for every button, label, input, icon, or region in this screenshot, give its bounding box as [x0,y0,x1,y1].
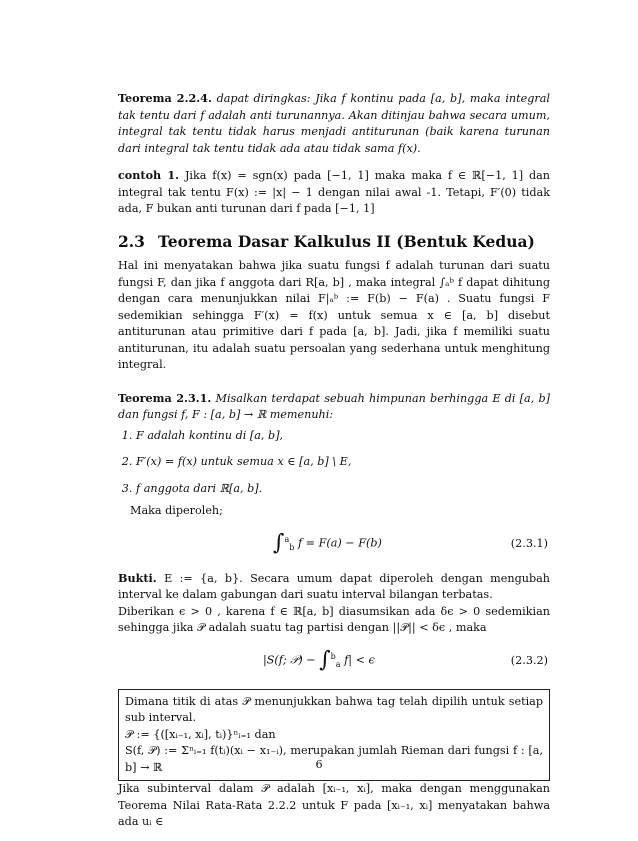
theorem-2-2-4 [118,90,550,157]
page-content [118,90,550,841]
theorem-text: Misalkan terdapat sebuah himpunan berhingga E di [a, b] dan fungsi f, F : [a, b] → ℝ memenuhi: [118,391,550,421]
box-line: 𝒫 := {([xᵢ₋₁, xᵢ], tᵢ)}ⁿᵢ₌₁ dan [125,727,276,741]
condition-item: 1. F adalah kontinu di [a, b], [136,428,550,445]
theorem-text: dapat diringkas: Jika f kontinu pada [a, b], maka integral tak tentu dari f adalah anti turunannya. Akan ditinjau bahwa secara umum, integral tak tentu tidak harus menjadi antiturunan (baik karena turunan dari integral tak tentu tidak ada atau tidak sama f(x). [118,92,551,155]
proof-label: Bukti. [118,570,157,585]
proof-text-1: E := {a, b}. Secara umum dapat diperoleh dengan mengubah interval ke dalam gabungan dari suatu interval bilangan terbatas. [118,571,551,601]
theorem-label: Teorema 2.3.1. [118,390,212,405]
integral-sign: ∫ [273,529,285,555]
section-heading [118,231,550,251]
upper-limit: b [330,651,336,661]
equation-expression: f = F(a) − F(b) [297,536,382,550]
example-text: Jika f(x) = sgn(x) pada [−1, 1] maka maka f ∈ ℝ[−1, 1] dan integral tak tentu F(x) := |x| − 1 dengan nilai awal -1. Tetapi, F′(0) tidak ada, F bukan anti turunan dari f pada [−1, 1] [118,169,551,215]
example-1 [118,167,550,218]
theorem-conclusion: Maka diperoleh; [130,504,223,517]
section-number: 2.3 [118,231,145,251]
lower-limit: a [335,659,341,669]
proof-text-2: Diberikan ϵ > 0 , karena f ∈ ℝ[a, b] diasumsikan ada δϵ > 0 sedemikian sehingga jika 𝒫 adalah suatu tag partisi dengan ||𝒫|| < δϵ , maka [118,604,550,634]
section-intro: Hal ini menyatakan bahwa jika suatu fungsi f adalah turunan dari suatu fungsi F, dan jika f anggota dari R[a, b] , maka integral ∫ₐᵇ f dapat dihitung dengan cara menunjukkan nilai F|ₐᵇ := F(b) − F(a) . Suatu fungsi F sedemikian sehingga F′(x) = f(x) untuk semua x ∈ [a, b] disebut antiturunan atau primitive dari f pada [a, b]. Jadi, jika f memiliki suatu antiturunan, itu adalah suatu persoalan yang sederhana untuk menghitung integral. [118,259,550,371]
equation-2-3-1 [118,524,550,564]
equation-body [263,646,375,673]
box-line: S(f, 𝒫) := Σⁿᵢ₌₁ f(tᵢ)(xᵢ − x₁₋ᵢ), merupakan jumlah Rieman dari fungsi f : [a, b] → ℝ [125,744,543,774]
lower-limit: b [289,542,295,552]
condition-item: 3. f anggota dari ℝ[a, b]. [136,481,550,498]
upper-limit: a [284,534,290,544]
condition-item: 2. F′(x) = f(x) untuk semua x ∈ [a, b] \ E, [136,454,550,471]
equation-right: f| < ϵ [344,653,375,667]
equation-label: (2.3.1) [510,536,548,550]
theorem-conditions [118,428,550,498]
example-label: contoh 1. [118,168,180,182]
integral-sign: ∫ [319,646,331,672]
equation-label: (2.3.2) [510,653,548,667]
equation-left: |S(f; 𝒫) − [263,653,316,667]
closing-paragraph: Jika subinterval dalam 𝒫 adalah [xᵢ₋₁, xᵢ], maka dengan menggunakan Teorema Nilai Rata-Rata 2.2.2 untuk F pada [xᵢ₋₁, xᵢ] menyatakan bahwa ada uᵢ ∈ [118,782,550,828]
box-line: Dimana titik di atas 𝒫 menunjukkan bahwa tag telah dipilih untuk setiap sub interval. [125,694,543,724]
equation-body [273,529,382,556]
theorem-label: Teorema 2.2.4. [118,91,212,105]
page-number: 6 [315,758,323,771]
equation-2-3-2 [118,641,550,681]
proof [118,570,550,604]
theorem-2-3-1 [118,390,550,424]
section-title: Teorema Dasar Kalkulus II (Bentuk Kedua) [158,231,535,251]
